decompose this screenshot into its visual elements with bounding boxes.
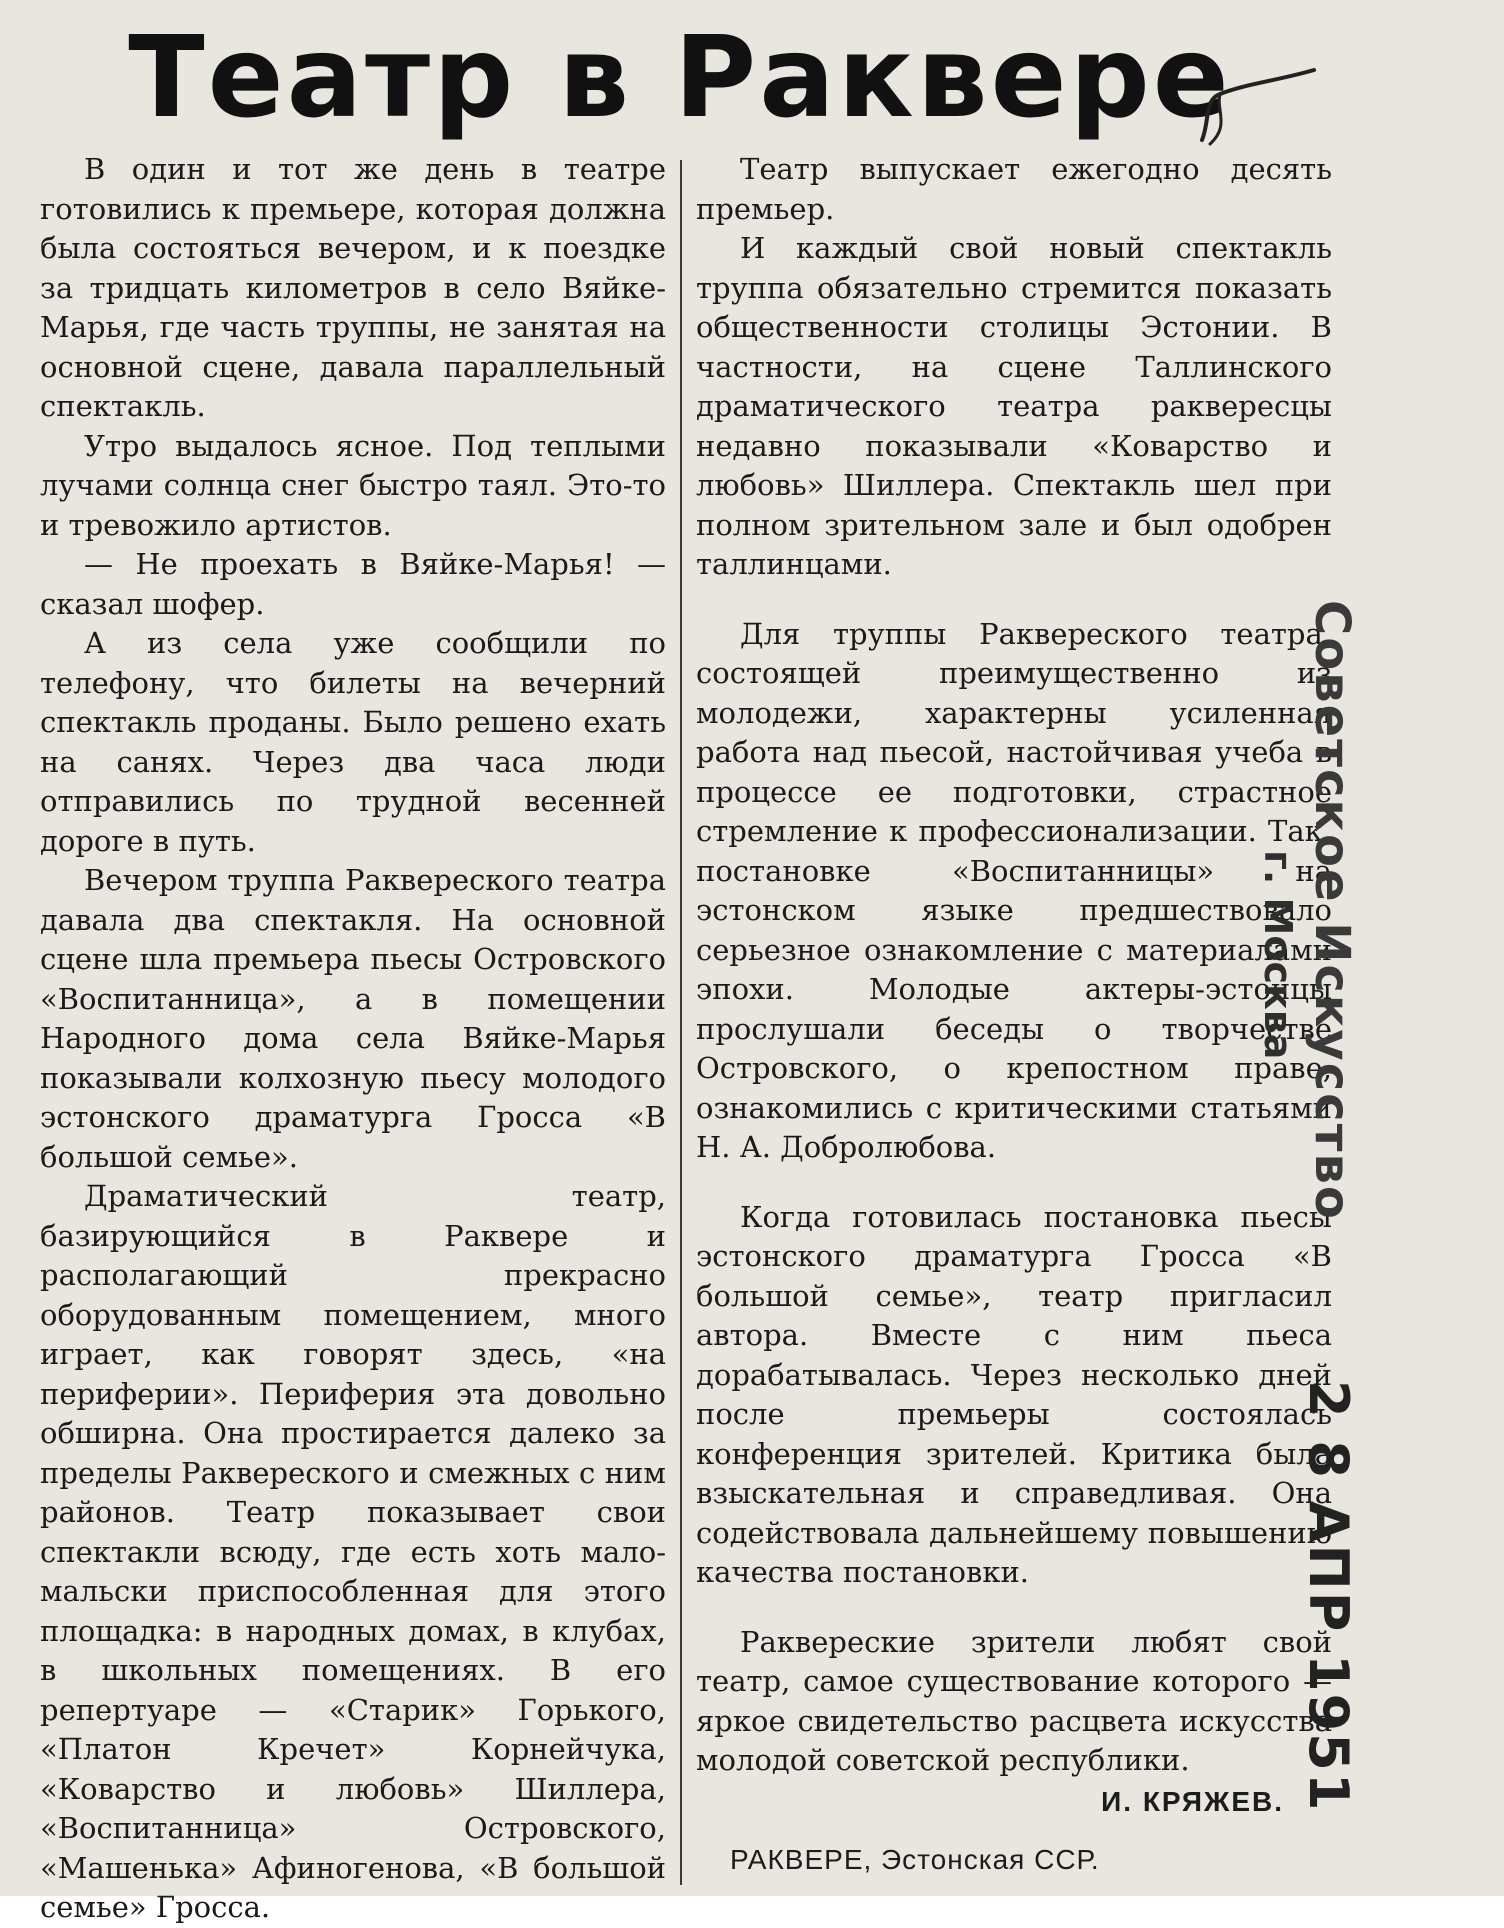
paragraph: Вечером труппа Раквереского театра давала два спектакля. На основной сцене шла премьера пьесы Островского «Воспитанница», а в помещении Народного дома села Вяйке-Марья показывали колхозную пьесу молодого эстонского драматурга Гросса «В большой семье». (40, 863, 666, 1174)
article-column-right (696, 150, 1332, 1781)
paragraph: Утро выдалось ясное. Под теплыми лучами солнца снег быстро таял. Это-то и тревожило артистов. (40, 428, 666, 542)
article-dateline: РАКВЕРЕ, Эстонская ССР. (730, 1844, 1100, 1875)
article-column-left (40, 150, 666, 1928)
paragraph: А из села уже сообщили по телефону, что билеты на вечерний спектакль проданы. Было решено ехать на санях. Через два часа люди отправились по трудной весенней дороге в путь. (40, 626, 666, 858)
paragraph: Драматический театр, базирующийся в Раквере и располагающий прекрасно оборудованным помещением, много играет, как говорят здесь, «на периферии». Периферия эта довольно обширна. Она простирается далеко за пределы Раквереского и смежных с ним районов. Театр показывает свои спектакли всюду, где есть хоть мало-мальски приспособленная для этого площадка: в народных домах, в клубах, в школьных помещениях. В его репертуаре — «Старик» Горького, «Платон Кречет» Корнейчука, «Коварство и любовь» Шиллера, «Воспитанница» Островского, «Машенька» Афиногенова, «В большой семье» Гросса. (40, 1179, 666, 1924)
stamp-date: 2 8 АПР 1951 (1297, 1380, 1360, 1813)
handwritten-mark (1190, 60, 1320, 150)
paragraph: И каждый свой новый спектакль труппа обязательно стремится показать общественности столицы Эстонии. В частности, на сцене Таллинского драматического театра раквересцы недавно показывали «Коварство и любовь» Шиллера. Спектакль шел при полном зрительном зале и был одобрен таллинцами. (696, 231, 1332, 581)
paragraph: Раквереские зрители любят свой театр, самое существование которого — яркое свидетельство расцвета искусства молодой советской республики. (696, 1624, 1332, 1777)
stamp-publication: Советское Искусство (1304, 600, 1360, 1221)
column-divider (680, 160, 682, 1885)
paragraph: Для труппы Раквереского театра, состоящей преимущественно из молодежи, характерны усиленная работа над пьесой, настойчивая учеба в процессе ее подготовки, страстное стремление к профессионализации. Так, постановке «Воспитанницы» на эстонском языке предшествовало серьезное ознакомление с материалами эпохи. Молодые актеры-эстонцы прослушали беседы о творчестве Островского, о крепостном праве, ознакомились с критическими статьями Н. А. Добролюбова. (696, 616, 1332, 1164)
stamp-city: г. Москва (1256, 850, 1300, 1060)
article-title: Театр в Раквере (128, 13, 1232, 143)
archive-stamp (1256, 600, 1360, 1813)
paragraph: Театр выпускает ежегодно десять премьер. (696, 152, 1332, 226)
paragraph: В один и тот же день в театре готовились к премьере, которая должна была состояться вечером, и к поездке за тридцать километров в село Вяйке-Марья, где часть труппы, не занятая на основной сцене, давала параллельный спектакль. (40, 152, 666, 423)
article-author: И. КРЯЖЕВ. (1101, 1786, 1284, 1817)
paragraph: — Не проехать в Вяйке-Марья! — сказал шофер. (40, 547, 666, 621)
paragraph: Когда готовилась постановка пьесы эстонского драматурга Гросса «В большой семье», театр пригласил автора. Вместе с ним пьеса дорабатывалась. Через несколько дней после премьеры состоялась конференция зрителей. Критика была взыскательная и справедливая. Она содействовала дальнейшему повышению качества постановки. (696, 1199, 1332, 1589)
